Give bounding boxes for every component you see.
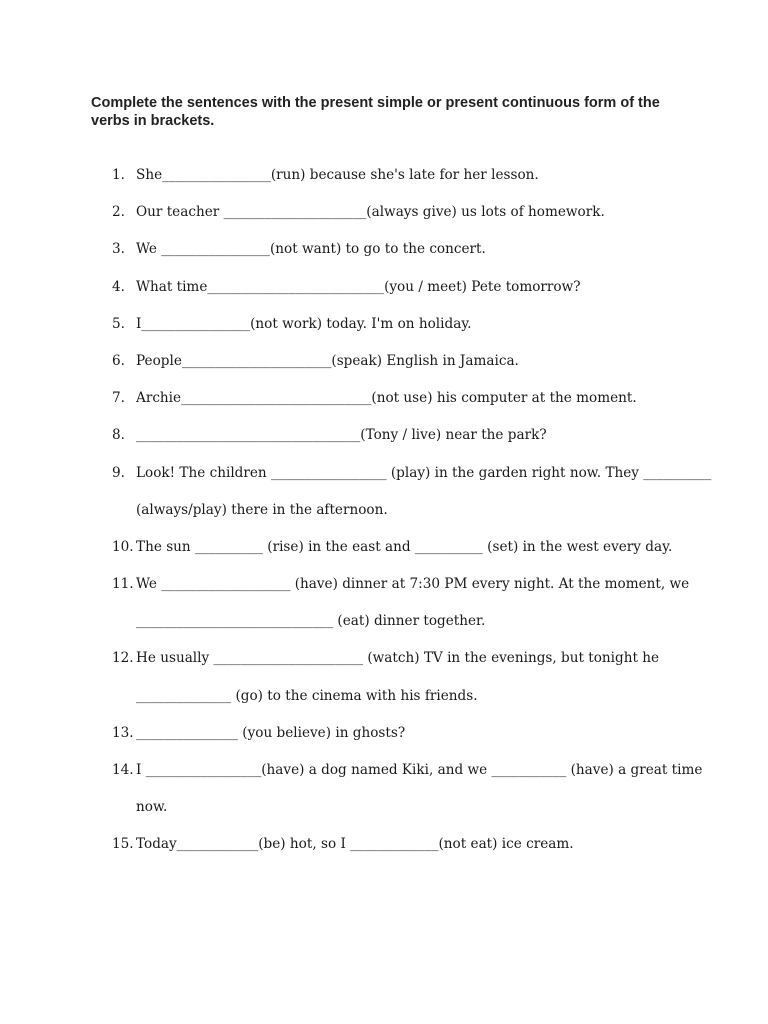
item-text: I________________(not work) today. I'm on holiday. xyxy=(136,315,472,332)
item-text: Today____________(be) hot, so I _____________(not eat) ice cream. xyxy=(136,836,574,853)
item-number: 6. xyxy=(112,352,125,369)
item-text: We ________________(not want) to go to the concert. xyxy=(136,241,486,258)
item-text: Look! The children _________________ (play) in the garden right now. They __________ xyxy=(136,464,712,481)
exercise-item-7 xyxy=(0,380,768,417)
exercise-item-15 xyxy=(0,826,768,863)
item-number: 7. xyxy=(112,390,125,407)
item-text: _______________ (you believe) in ghosts? xyxy=(136,724,406,741)
item-number: 1. xyxy=(112,167,125,183)
exercise-list xyxy=(0,157,768,864)
exercise-item-12 xyxy=(0,640,768,714)
item-text: People______________________(speak) English in Jamaica. xyxy=(136,352,519,369)
item-text: The sun __________ (rise) in the east and __________ (set) in the west every day. xyxy=(136,538,673,555)
exercise-item-6 xyxy=(0,343,768,380)
item-text: She________________(run) because she's late for her lesson. xyxy=(136,167,539,183)
exercise-item-10 xyxy=(0,529,768,566)
item-text-continuation: ______________ (go) to the cinema with his friends. xyxy=(136,687,478,704)
item-number: 12. xyxy=(112,650,134,667)
item-number: 11. xyxy=(112,576,134,593)
exercise-item-14 xyxy=(0,752,768,826)
exercise-item-1 xyxy=(0,157,768,194)
item-text: What time__________________________(you / meet) Pete tomorrow? xyxy=(136,278,581,295)
exercise-item-8 xyxy=(0,417,768,454)
item-number: 3. xyxy=(112,241,125,258)
item-text-continuation: now. xyxy=(136,799,168,816)
item-number: 13. xyxy=(112,724,134,741)
item-number: 4. xyxy=(112,278,125,295)
item-text: We ___________________ (have) dinner at 7:30 PM every night. At the moment, we xyxy=(136,576,690,593)
item-text-continuation: _____________________________ (eat) dinner together. xyxy=(136,613,486,630)
exercise-item-13 xyxy=(0,715,768,752)
item-number: 8. xyxy=(112,427,125,444)
exercise-item-4 xyxy=(0,269,768,306)
item-number: 15. xyxy=(112,836,134,853)
exercise-item-3 xyxy=(0,231,768,268)
exercise-item-9 xyxy=(0,455,768,529)
exercise-item-2 xyxy=(0,194,768,231)
item-number: 9. xyxy=(112,464,125,481)
item-text: I _________________(have) a dog named Kiki, and we ___________ (have) a great time xyxy=(136,762,703,778)
item-text: _________________________________(Tony / live) near the park? xyxy=(136,427,547,444)
item-text: Archie____________________________(not use) his computer at the moment. xyxy=(136,390,637,407)
instructions-heading: Complete the sentences with the present simple or present continuous form of the verbs in brackets. xyxy=(91,95,660,129)
item-number: 14. xyxy=(112,762,134,778)
item-number: 5. xyxy=(112,315,125,332)
exercise-item-5 xyxy=(0,306,768,343)
item-text-continuation: (always/play) there in the afternoon. xyxy=(136,501,388,518)
item-text: Our teacher _____________________(always give) us lots of homework. xyxy=(136,204,605,221)
item-number: 2. xyxy=(112,204,125,221)
item-text: He usually ______________________ (watch) TV in the evenings, but tonight he xyxy=(136,650,660,667)
exercise-item-11 xyxy=(0,566,768,640)
item-number: 10. xyxy=(112,538,134,555)
